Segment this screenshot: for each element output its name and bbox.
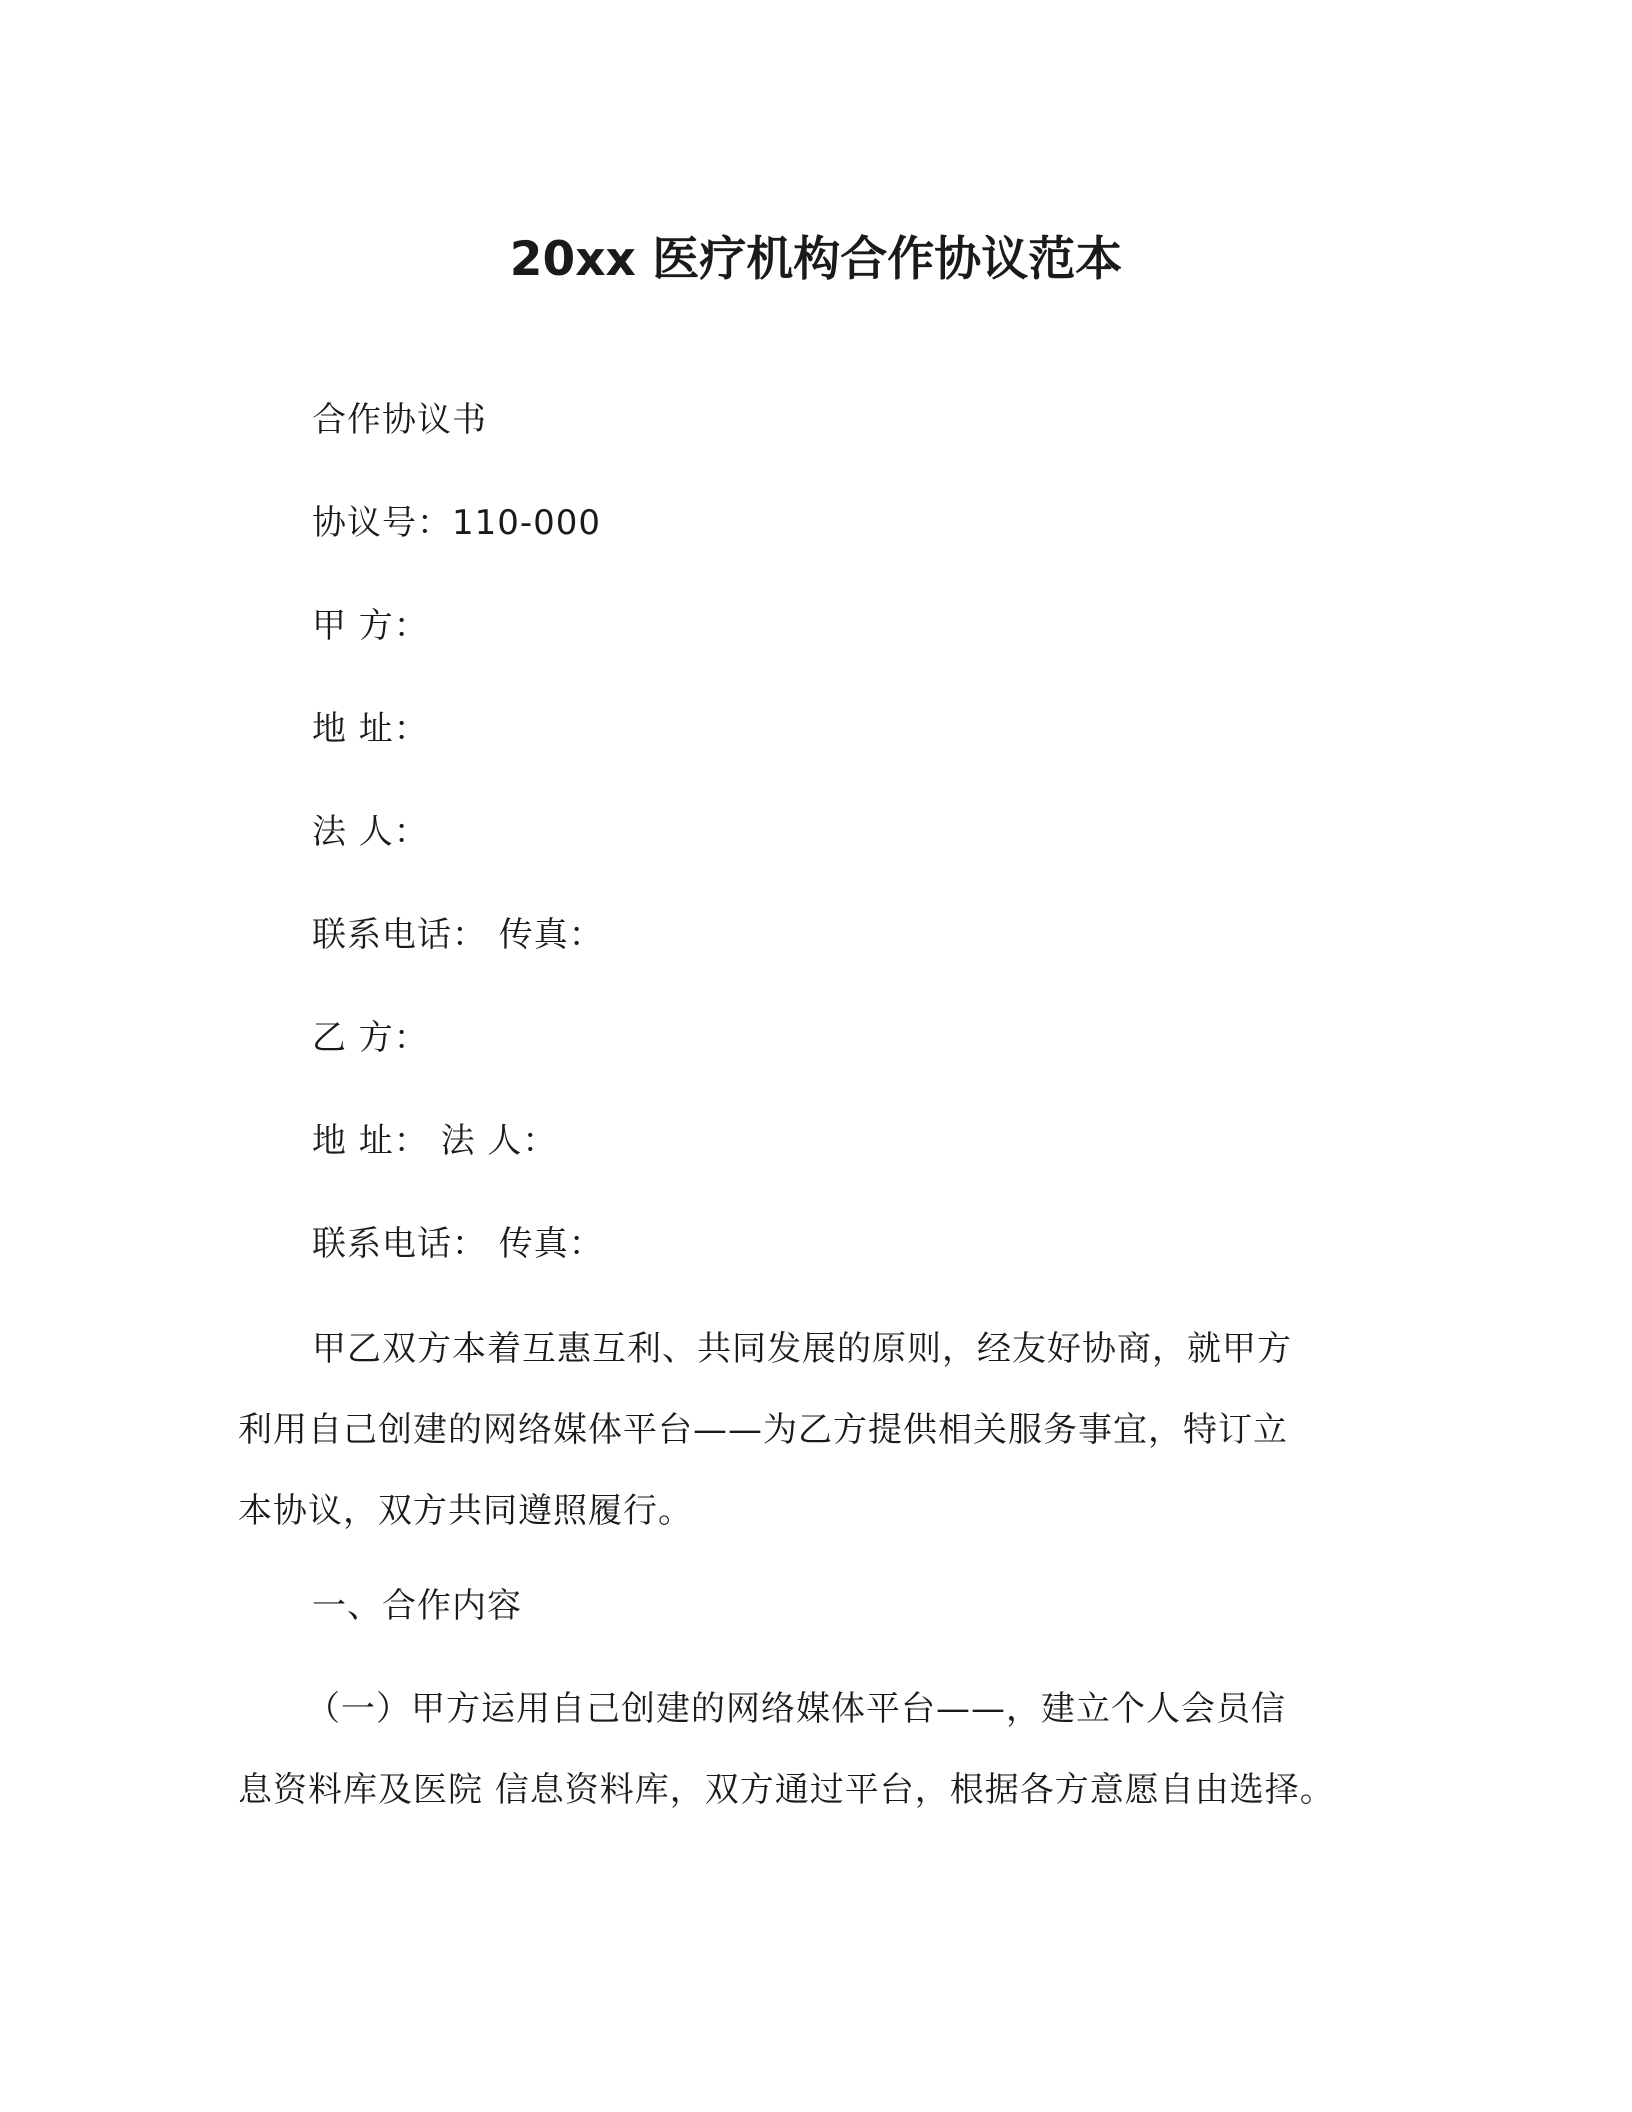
section-heading: 一、合作内容 (312, 1586, 522, 1626)
intro-paragraph (238, 1325, 1378, 1535)
party-b-address-legal: 地 址： 法 人： (312, 1121, 558, 1161)
section-line-1: （一）甲方运用自己创建的网络媒体平台——，建立个人会员信 (306, 1689, 1286, 1729)
party-a-legal-person: 法 人： (312, 812, 429, 852)
agreement-heading: 合作协议书 (312, 400, 487, 440)
agreement-number: 协议号：110-000 (312, 503, 602, 543)
party-b-label: 乙 方： (312, 1018, 429, 1058)
intro-line-3: 本协议，双方共同遵照履行。 (238, 1491, 693, 1531)
intro-line-1: 甲乙双方本着互惠互利、共同发展的原则，经友好协商，就甲方 (312, 1329, 1292, 1369)
section-line-2: 息资料库及医院 信息资料库，双方通过平台，根据各方意愿自由选择。 (238, 1770, 1335, 1810)
section-paragraph (238, 1685, 1378, 1814)
party-a-address: 地 址： (312, 709, 429, 749)
intro-line-2: 利用自己创建的网络媒体平台——为乙方提供相关服务事宜，特订立 (238, 1410, 1288, 1450)
party-a-contact: 联系电话： 传真： (312, 915, 604, 955)
document-title: 20xx 医疗机构合作协议范本 (509, 232, 1123, 287)
party-b-contact: 联系电话： 传真： (312, 1224, 604, 1264)
party-a-label: 甲 方： (312, 606, 429, 646)
